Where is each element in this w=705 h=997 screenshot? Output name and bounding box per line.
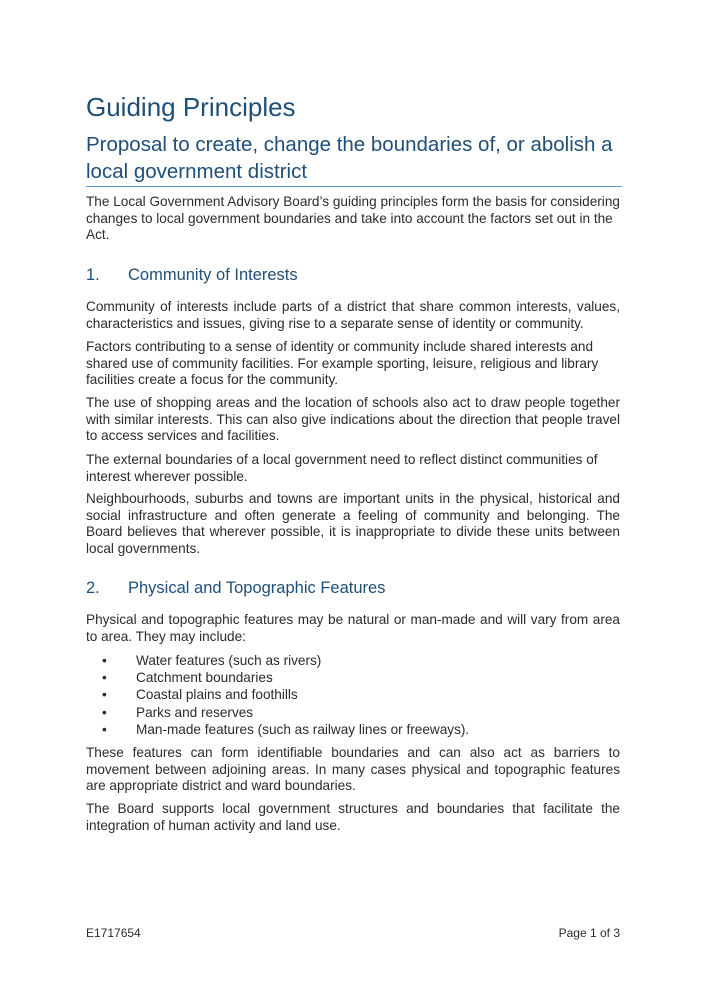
footer-page-number: Page 1 of 3 bbox=[558, 926, 620, 940]
bullet-icon: • bbox=[102, 653, 107, 668]
section-1-paragraph: The use of shopping areas and the location of schools also act to draw people together with similar interests. This can also give indications about the direction that people travel to access services and facilities. bbox=[86, 395, 620, 443]
footer-document-id: E1717654 bbox=[86, 926, 141, 940]
intro-paragraph: The Local Government Advisory Board’s guiding principles form the basis for considering changes to local government boundaries and take into account the factors set out in the Act. bbox=[86, 194, 620, 242]
bullet-icon: • bbox=[102, 721, 107, 737]
section-2-paragraph: These features can form identifiable boundaries and can also act as barriers to movement between adjoining areas. In many cases physical and topographic features are appropriate district and ward boundaries. bbox=[86, 745, 620, 793]
list-item: • Water features (such as rivers) bbox=[102, 653, 322, 668]
section-2-number: 2. bbox=[86, 579, 100, 597]
bullet-icon: • bbox=[102, 670, 107, 686]
section-2-heading bbox=[86, 577, 385, 599]
document-title: Guiding Principles bbox=[86, 92, 296, 122]
list-item: • Catchment boundaries bbox=[102, 670, 273, 686]
list-item: • Man-made features (such as railway lines or freeways). bbox=[102, 721, 470, 737]
section-2-title: Physical and Topographic Features bbox=[128, 579, 386, 597]
bullet-icon: • bbox=[102, 704, 107, 720]
section-1-number: 1. bbox=[86, 266, 100, 284]
section-1-paragraph: The external boundaries of a local government need to reflect distinct communities of interest wherever possible. bbox=[86, 452, 598, 484]
features-list bbox=[86, 652, 469, 738]
section-2-lead-paragraph: Physical and topographic features may be natural or man-made and will vary from area to area. They may include: bbox=[86, 612, 620, 644]
subtitle-divider bbox=[86, 186, 622, 187]
section-1-heading bbox=[86, 264, 298, 286]
document-subtitle: Proposal to create, change the boundaries of, or abolish a local government district bbox=[86, 133, 613, 183]
section-2-paragraph: The Board supports local government structures and boundaries that facilitate the integration of human activity and land use. bbox=[86, 801, 620, 833]
bullet-icon: • bbox=[102, 687, 107, 703]
section-1-title: Community of Interests bbox=[128, 266, 298, 284]
section-1-paragraph: Factors contributing to a sense of identity or community include shared interests and shared use of community facilities. For example sporting, leisure, religious and library facilities create a focus for the community. bbox=[86, 339, 599, 387]
list-item: • Parks and reserves bbox=[102, 704, 254, 720]
section-1-paragraph: Community of interests include parts of a district that share common interests, values, characteristics and issues, giving rise to a separate sense of identity or community. bbox=[86, 299, 620, 331]
list-item: • Coastal plains and foothills bbox=[102, 687, 298, 703]
section-1-paragraph: Neighbourhoods, suburbs and towns are important units in the physical, historical and social infrastructure and often generate a feeling of community and belonging. The Board believes that wherever possible, it is inappropriate to divide these units between local governments. bbox=[86, 491, 620, 556]
